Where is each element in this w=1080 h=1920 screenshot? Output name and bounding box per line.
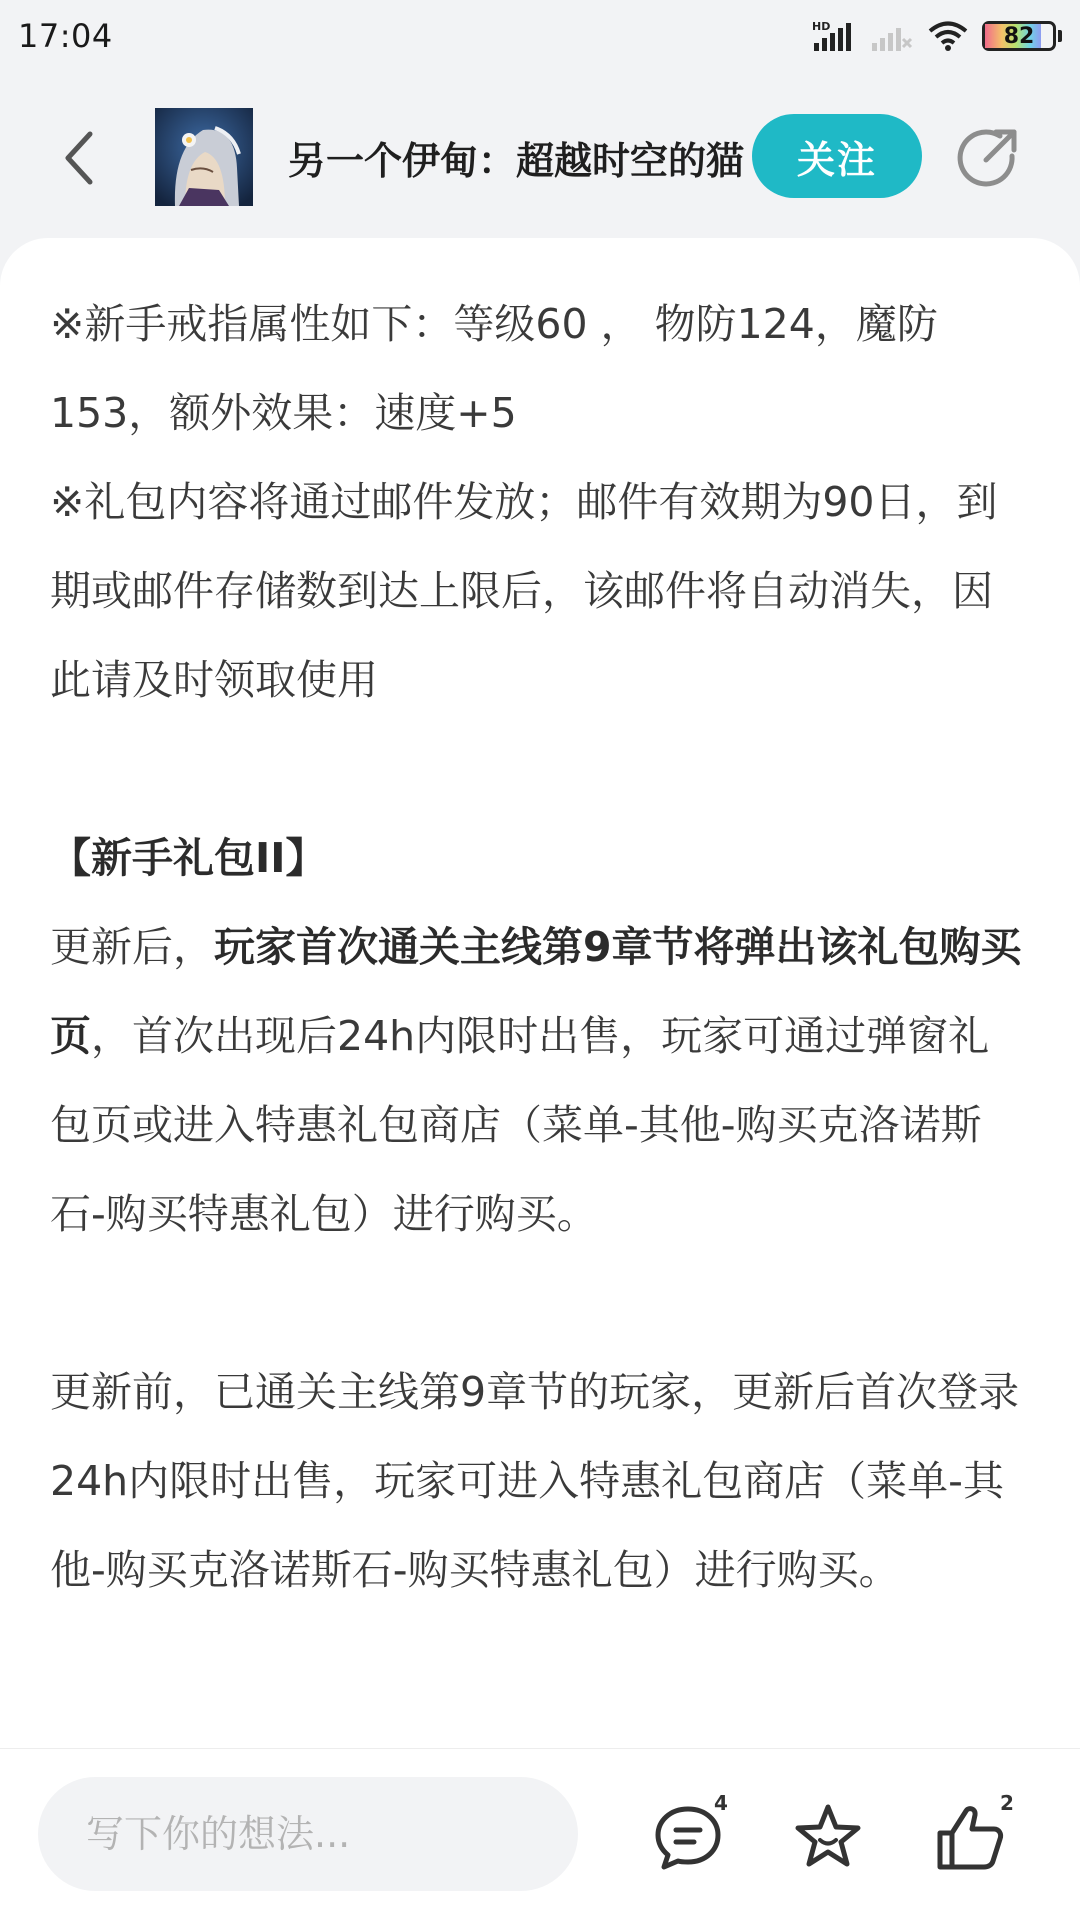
share-button[interactable] bbox=[956, 126, 1020, 190]
back-button[interactable] bbox=[58, 128, 102, 188]
status-icons bbox=[810, 19, 1062, 53]
status-time: 17:04 bbox=[18, 17, 113, 55]
share-arrow-icon bbox=[956, 126, 1020, 190]
article-card bbox=[0, 238, 1080, 1750]
like-count: 2 bbox=[1000, 1791, 1014, 1815]
like-button[interactable] bbox=[930, 1797, 1010, 1877]
after-update-prefix: 更新后， bbox=[50, 923, 214, 971]
article-paragraph-mail: ※礼包内容将通过邮件发放；邮件有效期为90日，到期或邮件存储数到达上限后，该邮件将自动消失，因此请及时领取使用 bbox=[50, 478, 998, 704]
thumbs-up-icon bbox=[930, 1797, 1010, 1877]
chevron-left-icon bbox=[58, 128, 102, 188]
paragraph-spacer bbox=[50, 1259, 1025, 1348]
signal-weak-icon bbox=[870, 19, 914, 53]
content-fade bbox=[0, 1720, 1080, 1750]
battery-indicator bbox=[982, 21, 1062, 51]
article-paragraph-ring: ※新手戒指属性如下：等级60 ， 物防124，魔防153，额外效果：速度+5 bbox=[50, 300, 938, 437]
article-body bbox=[50, 280, 1025, 1615]
battery-icon bbox=[982, 21, 1056, 51]
section-title: 【新手礼包II】 bbox=[50, 834, 327, 882]
article-paragraph-after-update bbox=[50, 903, 1025, 1259]
after-update-bold-text: 玩家首次通关主线第9章节将弹出该礼包购买页 bbox=[50, 923, 1022, 1060]
star-icon bbox=[788, 1797, 868, 1877]
bottom-action-bar bbox=[0, 1748, 1080, 1920]
article-paragraph-before-update: 更新前，已通关主线第9章节的玩家，更新后首次登录24h内限时出售，玩家可进入特惠礼包商店（菜单-其他-购买克洛诺斯石-购买特惠礼包）进行购买。 bbox=[50, 1368, 1020, 1594]
app-avatar[interactable] bbox=[155, 108, 253, 206]
after-update-rest: ，首次出现后24h内限时出售，玩家可通过弹窗礼包页或进入特惠礼包商店（菜单-其他-购买克洛诺斯石-购买特惠礼包）进行购买。 bbox=[50, 1012, 990, 1238]
wifi-icon bbox=[928, 20, 968, 52]
favorite-button[interactable] bbox=[788, 1797, 868, 1877]
comment-count: 4 bbox=[714, 1791, 728, 1815]
battery-cap bbox=[1058, 30, 1062, 42]
app-title: 另一个伊甸：超越时空的猫 bbox=[288, 139, 745, 183]
comment-input[interactable] bbox=[38, 1777, 578, 1891]
signal-hd-icon bbox=[810, 19, 856, 53]
game-character-icon bbox=[155, 108, 253, 206]
paragraph-spacer bbox=[50, 725, 1025, 814]
follow-button[interactable]: 关注 bbox=[752, 114, 922, 198]
network-label: HD bbox=[812, 20, 831, 33]
battery-percent: 82 bbox=[1003, 23, 1035, 49]
header-bar bbox=[0, 90, 1080, 220]
status-bar bbox=[0, 0, 1080, 72]
